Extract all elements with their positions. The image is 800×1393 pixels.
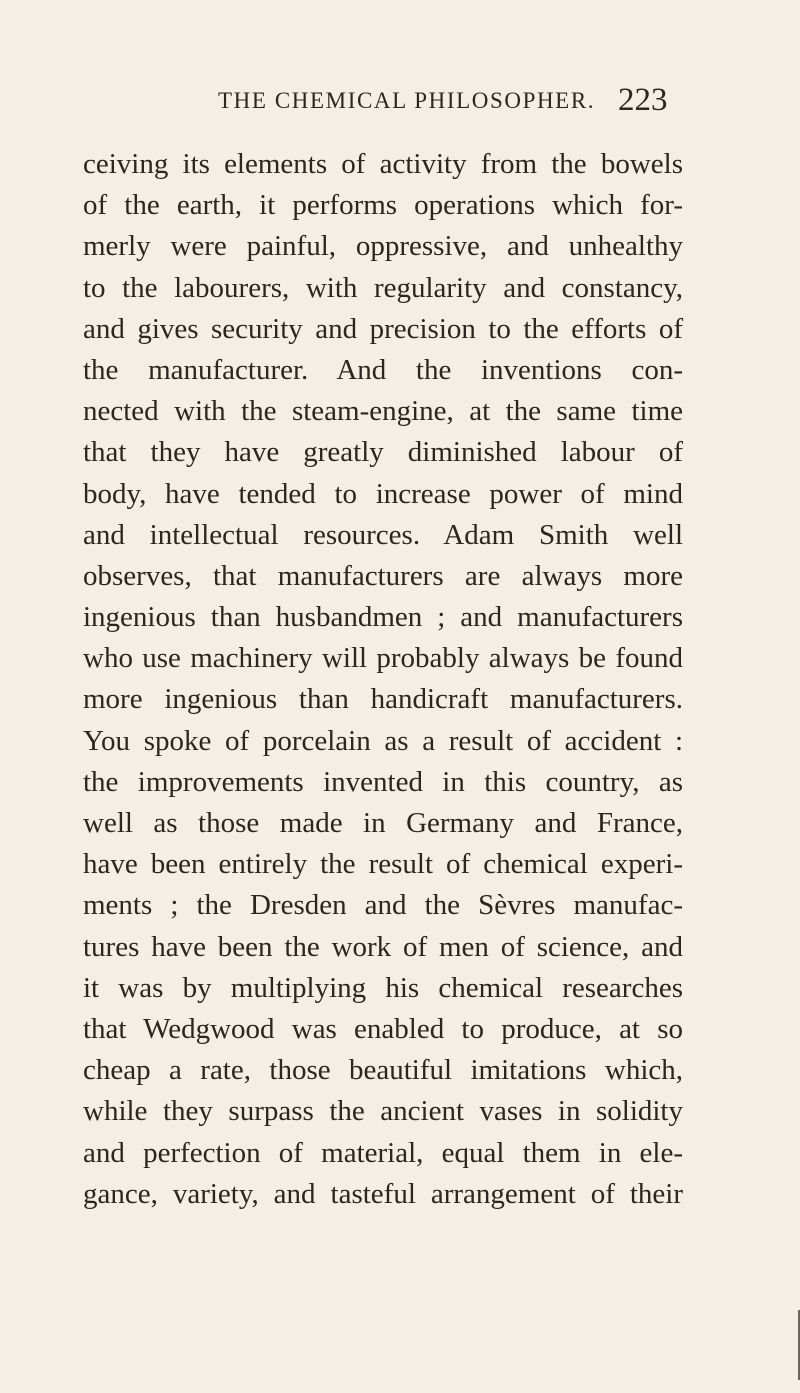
text-line: ingenious than husbandmen ; and manufacturers: [83, 601, 683, 634]
running-head: [0, 82, 800, 122]
text-line: and perfection of material, equal them in ele-: [83, 1136, 683, 1169]
text-line: ceiving its elements of activity from the bowels: [83, 148, 683, 180]
page-number: 223: [618, 82, 668, 118]
text-line: more ingenious than handicraft manufacturers.: [83, 683, 683, 716]
text-line: the manufacturer. And the inventions con-: [83, 353, 683, 386]
text-line: that Wedgwood was enabled to produce, at so: [83, 1012, 683, 1045]
text-line: body, have tended to increase power of mind: [83, 477, 683, 510]
text-line: nected with the steam-engine, at the same time: [83, 395, 683, 428]
text-line: it was by multiplying his chemical researches: [83, 971, 683, 1004]
text-line: cheap a rate, those beautiful imitations which,: [83, 1054, 683, 1087]
text-line: merly were painful, oppressive, and unhealthy: [83, 230, 683, 263]
running-title: THE CHEMICAL PHILOSOPHER.: [218, 88, 596, 113]
body-text: [83, 144, 683, 1215]
text-line: and gives security and precision to the efforts of: [83, 312, 683, 345]
text-line: while they surpass the ancient vases in solidity: [83, 1095, 683, 1128]
text-line: of the earth, it performs operations which for-: [83, 189, 683, 222]
text-line: and intellectual resources. Adam Smith well: [83, 518, 683, 551]
text-line: that they have greatly diminished labour of: [83, 436, 683, 469]
text-line: have been entirely the result of chemical experi-: [83, 848, 683, 881]
text-line: the improvements invented in this country, as: [83, 765, 683, 798]
text-line: to the labourers, with regularity and constancy,: [83, 271, 683, 304]
text-line: observes, that manufacturers are always more: [83, 559, 683, 592]
text-line: ments ; the Dresden and the Sèvres manufac-: [83, 889, 683, 922]
text-line: gance, variety, and tasteful arrangement of their: [83, 1177, 683, 1210]
text-line: You spoke of porcelain as a result of accident :: [83, 724, 683, 757]
text-line: tures have been the work of men of science, and: [83, 930, 683, 963]
text-line: well as those made in Germany and France,: [83, 807, 683, 839]
text-line: who use machinery will probably always be found: [83, 642, 683, 675]
